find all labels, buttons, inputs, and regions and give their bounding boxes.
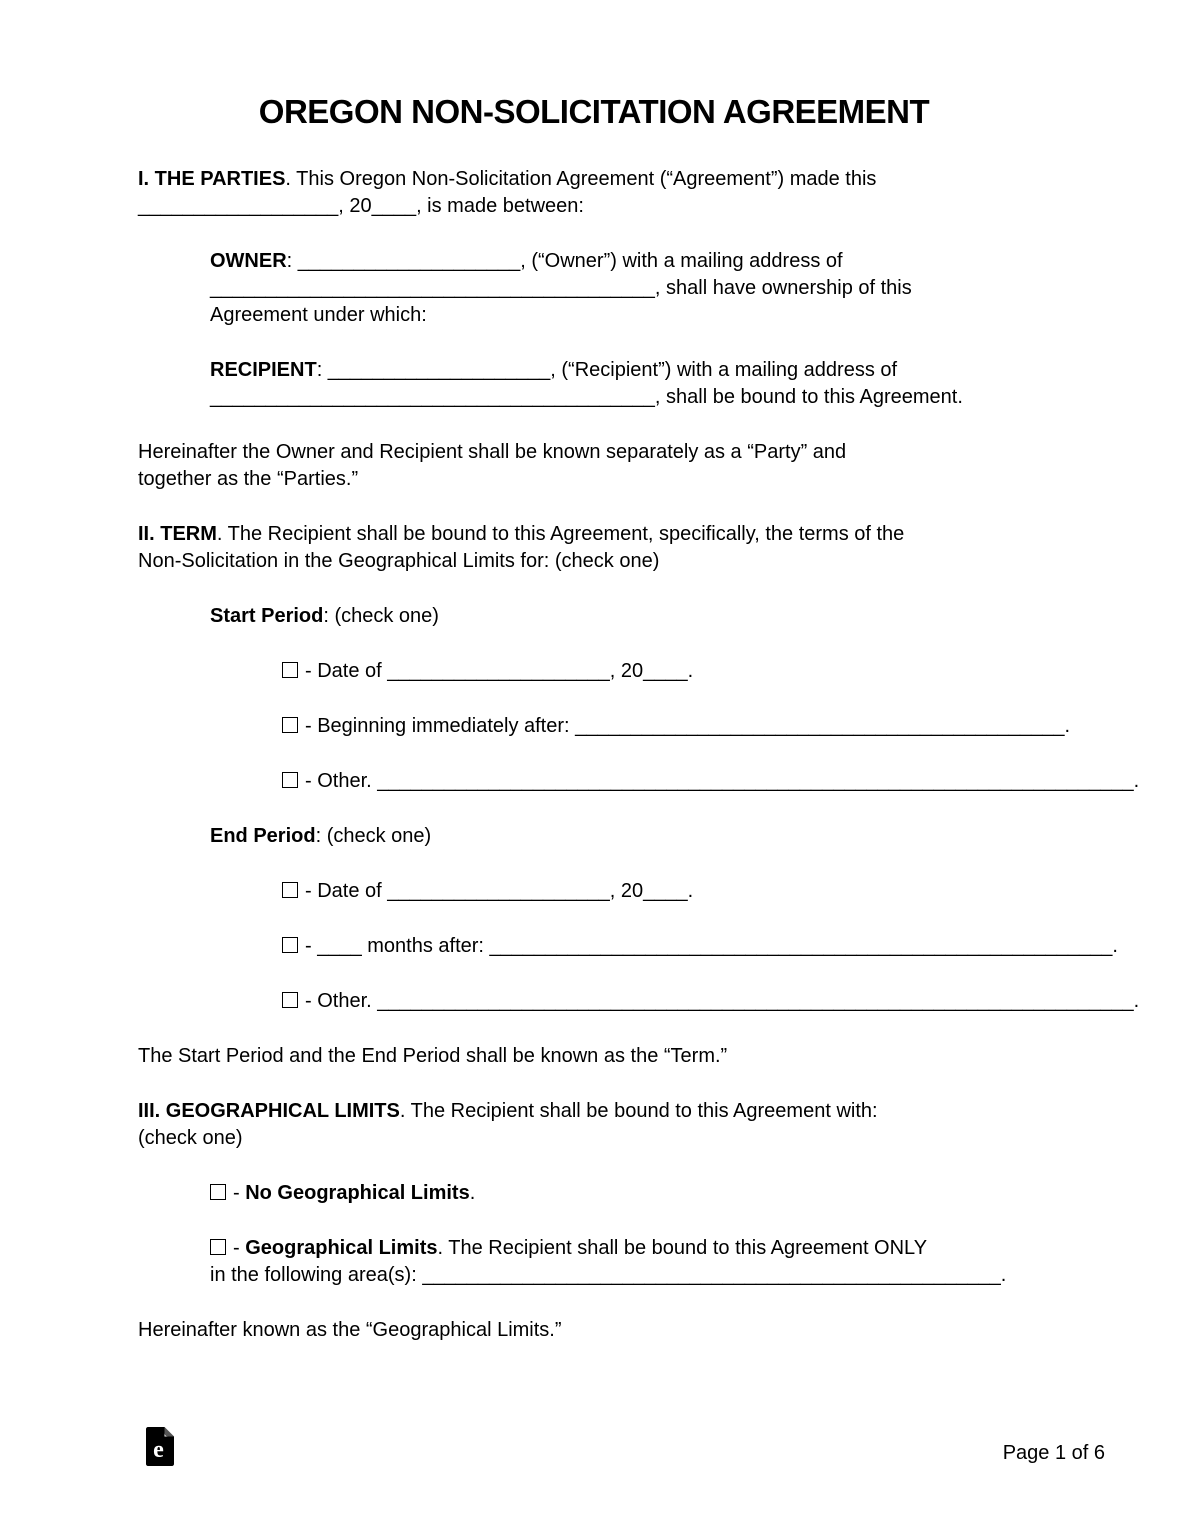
document-content xyxy=(138,92,1140,1372)
text-run: - xyxy=(233,1182,246,1204)
checkbox-no-geographical-limits[interactable] xyxy=(210,1184,226,1200)
text-line xyxy=(138,1317,1050,1344)
text-line xyxy=(282,878,1050,905)
section-heading: II. TERM xyxy=(138,523,217,545)
subheading: Start Period xyxy=(210,605,324,627)
checkbox-geographical-limits[interactable] xyxy=(210,1239,226,1255)
text-run: Non-Solicitation in the Geographical Limits for: (check one) xyxy=(138,550,660,572)
text-run: . The Recipient shall be bound to this Agreement, specifically, the terms of the xyxy=(216,523,905,545)
text-line xyxy=(282,658,1050,685)
text-line xyxy=(282,713,1071,740)
text-line xyxy=(138,1043,1050,1070)
text-run: Hereinafter known as the “Geographical Limits.” xyxy=(138,1319,562,1341)
start-option-other xyxy=(282,768,1140,795)
checkbox-start-beginning-after[interactable] xyxy=(282,717,298,733)
eforms-logo-icon xyxy=(146,1427,174,1466)
text-line xyxy=(210,1180,1050,1207)
section-heading: III. GEOGRAPHICAL LIMITS xyxy=(138,1100,400,1122)
text-line xyxy=(210,248,1050,275)
text-run: : ____________________, (“Recipient”) with a mailing address of xyxy=(316,359,898,381)
start-option-date xyxy=(282,658,1050,685)
text-line xyxy=(138,548,1050,575)
section-parties xyxy=(138,166,1050,220)
text-line xyxy=(210,1235,1050,1262)
option-label: - Other. ____________________________________________________________________. xyxy=(305,770,1140,792)
checkbox-start-other[interactable] xyxy=(282,772,298,788)
section-geographical-limits xyxy=(138,1098,1050,1152)
checkbox-end-date[interactable] xyxy=(282,882,298,898)
text-run: : (check one) xyxy=(315,825,432,847)
option-label: Geographical Limits xyxy=(245,1237,438,1259)
option-label: - Other. ____________________________________________________________________. xyxy=(305,990,1140,1012)
owner-clause xyxy=(210,248,1050,329)
text-run: (check one) xyxy=(138,1127,243,1149)
text-line xyxy=(282,988,1140,1015)
geo-note xyxy=(138,1317,1050,1344)
text-run: The Start Period and the End Period shall be known as the “Term.” xyxy=(138,1045,728,1067)
section-term xyxy=(138,521,1050,575)
parties-note xyxy=(138,439,1050,493)
text-run: Agreement under which: xyxy=(210,304,427,326)
start-period-heading xyxy=(210,603,1050,630)
checkbox-end-other[interactable] xyxy=(282,992,298,1008)
text-line xyxy=(210,302,1050,329)
text-line xyxy=(138,1098,1050,1125)
text-run: : ____________________, (“Owner”) with a mailing address of xyxy=(286,250,843,272)
text-line xyxy=(210,357,1050,384)
end-option-other xyxy=(282,988,1140,1015)
text-line xyxy=(138,166,1050,193)
term-note xyxy=(138,1043,1050,1070)
end-option-date xyxy=(282,878,1050,905)
checkbox-end-months-after[interactable] xyxy=(282,937,298,953)
text-line xyxy=(138,193,1050,220)
text-run: together as the “Parties.” xyxy=(138,468,359,490)
text-line xyxy=(138,521,1050,548)
text-run: . xyxy=(469,1182,476,1204)
document-title: OREGON NON-SOLICITATION AGREEMENT xyxy=(258,93,930,130)
text-run: . This Oregon Non-Solicitation Agreement (“Agreement”) made this xyxy=(285,168,877,190)
logo-letter: e xyxy=(153,1437,164,1463)
option-label: - Date of ____________________, 20____. xyxy=(305,660,694,682)
recipient-clause xyxy=(210,357,1050,411)
end-period-heading xyxy=(210,823,1050,850)
end-option-months-after xyxy=(282,933,1118,960)
text-run: : (check one) xyxy=(323,605,439,627)
subheading: End Period xyxy=(210,825,316,847)
option-label: - Date of ____________________, 20____. xyxy=(305,880,694,902)
text-run: - xyxy=(233,1237,246,1259)
option-label: - Beginning immediately after: ____________________________________________. xyxy=(305,715,1071,737)
geo-option-limits xyxy=(210,1235,1050,1289)
text-run: . The Recipient shall be bound to this Agreement with: xyxy=(399,1100,878,1122)
text-run: Hereinafter the Owner and Recipient shall be known separately as a “Party” and xyxy=(138,441,847,463)
option-label: - ____ months after: ________________________________________________________. xyxy=(305,935,1118,957)
text-line xyxy=(210,603,1050,630)
text-run: . The Recipient shall be bound to this Agreement ONLY xyxy=(437,1237,928,1259)
start-option-beginning-after xyxy=(282,713,1071,740)
text-run: ________________________________________, shall have ownership of this xyxy=(210,277,912,299)
text-run: in the following area(s): ____________________________________________________. xyxy=(210,1264,1007,1286)
text-line xyxy=(210,1262,1050,1289)
checkbox-start-date[interactable] xyxy=(282,662,298,678)
text-line xyxy=(138,466,1050,493)
option-label: No Geographical Limits xyxy=(245,1182,470,1204)
section-heading: I. THE PARTIES xyxy=(138,168,286,190)
text-line xyxy=(138,1125,1050,1152)
text-line xyxy=(138,439,1050,466)
recipient-label: RECIPIENT xyxy=(210,359,317,381)
text-line xyxy=(210,275,1050,302)
text-run: ________________________________________, shall be bound to this Agreement. xyxy=(210,386,963,408)
page-number: Page 1 of 6 xyxy=(1002,1442,1105,1464)
text-line xyxy=(210,384,1050,411)
text-line xyxy=(282,768,1140,795)
owner-label: OWNER xyxy=(210,250,287,272)
geo-option-none xyxy=(210,1180,1050,1207)
text-line xyxy=(282,933,1118,960)
text-run: __________________, 20____, is made between: xyxy=(138,195,584,217)
text-line xyxy=(210,823,1050,850)
